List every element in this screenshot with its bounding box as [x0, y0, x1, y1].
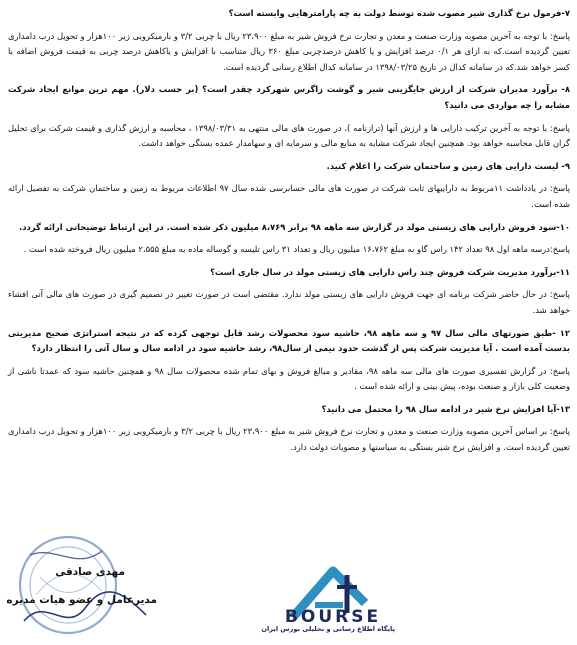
answer-text: پاسخ: با توجه به آخرین مصوبه وزارت صنعت و معدن و تجارت نرخ فروش شیر به مبلغ ۲۳،۹۰۰ ریال با چربی ۳/۲ و بارمیکروبی زیر ۱۰۰هزار و تحویل درب دامداری تعیین گردیده است.که به ازای هر ۰/۱ درصد افزایش و یا کاهش درصدچربی مبلغ ۳۶۰ ریال متناسب با افزایش و یاکاهش درصد چربی به قیمت فروش اضافه یا کسر خواهد شد.که در سامانه کدال در تاریخ ۱۳۹۸/۰۳/۲۵ در سامانه کدال اطلاع رسانی گردیده است.: [8, 30, 571, 72]
signature-name: مهدی صادقی: [55, 566, 125, 578]
answer-text: پاسخ: بر اساس آخرین مصوبه وزارت صنعت و معدن و تجارت نرخ فروش شیر به مبلغ ۲۳،۹۰۰ ریال با چربی ۳/۲ و بارمیکروبی زیر ۱۰۰هزار و تحویل درب دامداری تعیین گردیده است. و افزایش نرخ شیر بستگی به سیاستها و مصوبات دولت دارد.: [8, 426, 570, 453]
answer-text: پاسخ: با توجه به آخرین ترکیب دارایی ها و ارزش آنها (ترازنامه )، در صورت های مالی منتهی به ۱۳۹۸/۰۳/۳۱ ، محاسبه و ارزش گذاری و قیمت شرکت برای تحلیل گران قابل محاسبه خواهد بود. همچنین ایجاد شرکت مشابه به منابع مالی و سرمایه ای و سهامدار عمده بستگی خواهد داشت.: [8, 122, 571, 149]
question-text: ۸- برآورد مدیران شرکت از ارزش جایگزینی شیر و گوشت زاگرس شهرکرد چقدر است؟ (بر حسب دلار). مهم ترین موانع ایجاد شرکت مشابه را چه مواردی می دانید؟: [8, 84, 570, 110]
company-stamp-icon: [6, 525, 156, 645]
paragraph-gap: [8, 213, 570, 220]
answer-text: پاسخ: در یادداشت ۱۱مربوط به داراییهای ثابت شرکت در صورت های مالی حسابرسی شده سال ۹۷ اطلاعات مربوط به زمین و ساختمان شرکت به تفصیل ارائه شده است.: [8, 183, 571, 209]
answer-text: پاسخ:درسه ماهه اول ۹۸ تعداد ۱۴۲ راس گاو به مبلغ ۱۶،۷۶۲ میلیون ریال و تعداد ۳۱ راس تلیسه و گوساله ماده به مبلغ ۲،۵۵۵ میلیون ریال فروخته شده است .: [23, 244, 570, 255]
question-text: ۱۲ -طبق صورتهای مالی سال ۹۷ و سه ماهه ۹۸، حاشیه سود محصولات رشد قابل توجهی کرده که در نتیجه استراتژی صحیح مدیریتی بدست آمده است . آیا مدیریت شرکت پس از گذشت حدود نیمی از سال۹۸، رشد حاشیه سود در ادامه سال و سال آتی را انتظار دارد؟: [8, 327, 570, 354]
question-text: ۱۱-برآورد مدیریت شرکت فروش چند راس دارایی های زیستی مولد در سال جاری است؟: [210, 266, 570, 277]
paragraph-gap: [8, 152, 570, 159]
paragraph-gap: [8, 319, 570, 326]
paragraph-gap: [8, 280, 570, 287]
paragraph-gap: [8, 395, 570, 402]
paragraph-gap: [8, 75, 570, 82]
answer-text: پاسخ: در گزارش تفسیری صورت های مالی سه ماهه ۹۸، مقادیر و مبالغ فروش و بهای تمام شده محصولات سال ۹۸ و همچنین حاشیه سود که عمدتا ناشی از وضعیت کلی بازار و صنعت بوده، پیش بینی و ارائه شده است .: [8, 365, 571, 392]
logo-caption: پایگاه اطلاع رسانی و تحلیلی بورس ایران: [261, 625, 395, 633]
paragraph-gap: [8, 357, 570, 364]
question-text: ۷-فرمول نرخ گذاری شیر مصوب شده توسط دولت به چه پارامترهایی وابسته است؟: [228, 8, 570, 18]
logo-wordmark: BOURSE: [284, 607, 382, 623]
question-text: ۹- لیست دارایی های زمین و ساختمان شرکت را اعلام کنید.: [326, 160, 570, 171]
signature-title: مدیرعامل و عضو هیات مدیره: [6, 594, 157, 606]
question-text: ۱۳-آیا افزایش نرخ شیر در ادامه سال ۹۸ را محتمل می دانید؟: [321, 403, 570, 414]
paragraph-gap: [8, 114, 570, 121]
paragraph-gap: [8, 22, 570, 29]
document-body: [8, 6, 570, 456]
question-text: ۱۰-سود فروش دارایی های زیستی مولد در گزارش سه ماهه ۹۸ برابر ۸،۷۶۹ میلیون ذکر شده است. در این ارتباط توضیحاتی ارائه گردد.: [19, 221, 570, 232]
paragraph-gap: [8, 174, 570, 181]
paragraph-gap: [8, 235, 570, 242]
answer-text: پاسخ: در حال حاضر شرکت برنامه ای جهت فروش دارایی های زیستی مولد ندارد. مقتضی است در صورت تغییر در تصمیم گیری در صورت های مالی آتی افشاء خواهد شد.: [8, 289, 570, 315]
paragraph-gap: [8, 258, 570, 265]
paragraph-gap: [8, 417, 570, 424]
bourse24-logo-icon: [215, 565, 450, 645]
